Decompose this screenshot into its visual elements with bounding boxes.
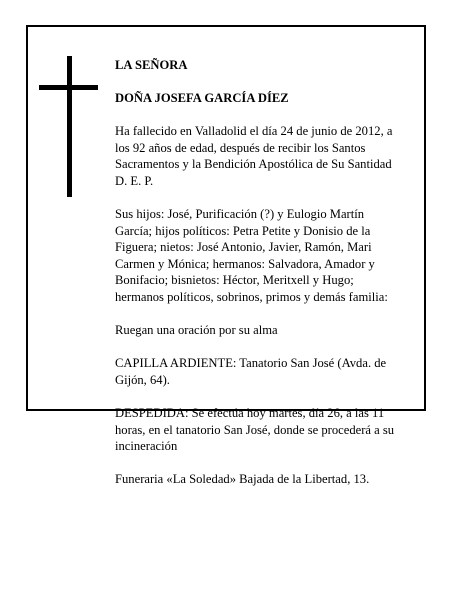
- farewell-info: DESPEDIDA: Se efectúa hoy martes, día 26, a las 11 horas, en el tanatorio San José, donde se procederá a su incineración: [115, 406, 395, 454]
- chapel-info: CAPILLA ARDIENTE: Tanatorio San José (Avda. de Gijón, 64).: [115, 356, 387, 387]
- death-announcement: Ha fallecido en Valladolid el día 24 de junio de 2012, a los 92 años de edad, después de recibir los Santos Sacramentos y la Bendición Apostólica de Su Santidad D. E. P.: [115, 123, 393, 188]
- obituary-notice: [26, 25, 426, 487]
- cross-icon: [67, 56, 72, 197]
- funeral-home: Funeraria «La Soledad» Bajada de la Libertad, 13.: [115, 472, 370, 487]
- cross-icon-crossbar: [39, 85, 98, 90]
- deceased-name: DOÑA JOSEFA GARCÍA DÍEZ: [115, 90, 289, 105]
- notice-heading: LA SEÑORA: [115, 57, 188, 72]
- prayer-request: Ruegan una oración por su alma: [115, 323, 278, 338]
- family-list: Sus hijos: José, Purificación (?) y Eulogio Martín García; hijos políticos: Petra Petite y Donisio de la Figuera; nietos: José Antonio, Javier, Ramón, Mari Carmen y Mónica; hermanos: Salvadora, Amador y Bonifacio; bisnietos: Héctor, Meritxell y Hugo; hermanos políticos, sobrinos, primos y demás familia:: [115, 206, 388, 304]
- notice-text: [115, 40, 421, 505]
